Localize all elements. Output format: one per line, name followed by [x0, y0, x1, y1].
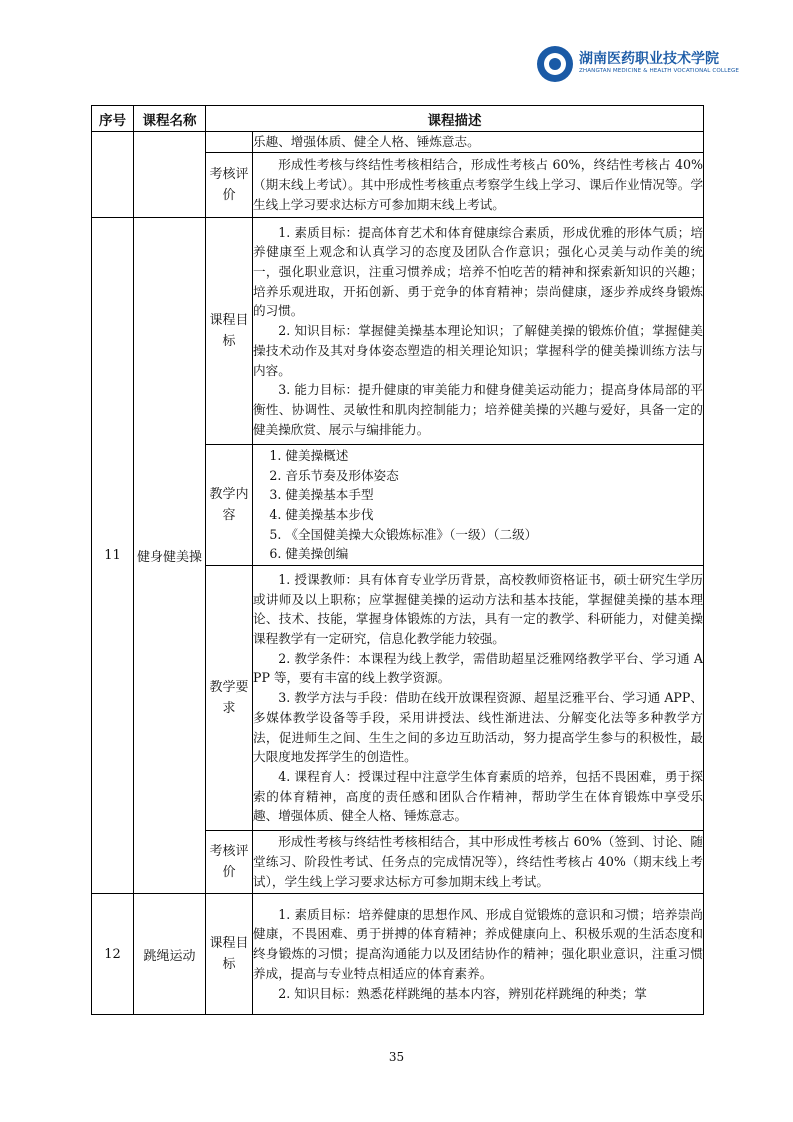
- school-emblem-icon: [537, 46, 573, 82]
- desc-paragraph: 形成性考核与终结性考核相结合，形成性考核占 60%，终结性考核占 40%（期末线上考试）。其中形成性考核重点考察学生线上学习、课后作业情况等。学生线上学习要求达标方可参加期末线上考试。: [253, 157, 703, 212]
- table-row: [92, 894, 704, 1015]
- course-table: [91, 105, 704, 1015]
- desc-paragraph: 2. 教学条件：本课程为线上教学，需借助超星泛雅网络教学平台、学习通 APP 等，要有丰富的线上教学资源。: [253, 650, 703, 686]
- desc-paragraph: 乐趣、增强体质、健全人格、锤炼意志。: [253, 134, 480, 150]
- course-name: 健身健美操: [134, 218, 206, 894]
- school-logo: [537, 44, 740, 84]
- list-item: 5. 《全国健美操大众锻炼标准》（一级）（二级）: [269, 526, 538, 542]
- desc-paragraph: 4. 课程育人：授课过程中注意学生体育素质的培养，包括不畏困难，勇于探索的体育精神，高度的责任感和团队合作精神，帮助学生在体育锻炼中享受乐趣、增强体质、健全人格、锤炼意志。: [253, 768, 703, 824]
- desc-paragraph: 1. 素质目标：培养健康的思想作风、形成自觉锻炼的意识和习惯；培养崇尚健康，不畏困难、勇于拼搏的体育精神；养成健康向上、积极乐观的生活态度和终身锻炼的习惯；提高沟通能力以及团结协作的精神；强化职业意识，注重习惯养成，提高与专业特点相适应的体育素养。: [253, 906, 703, 981]
- list-item: 1. 健美操概述: [269, 447, 349, 463]
- exam-label: 考核评价: [206, 831, 253, 894]
- goal-label: 课程目标: [206, 218, 253, 445]
- list-item: 2. 音乐节奏及形体姿态: [269, 467, 399, 483]
- table-row: [92, 218, 704, 445]
- content-cell: [253, 445, 704, 566]
- prev-cont-cell: [253, 132, 704, 153]
- goal-cell: [253, 894, 704, 1015]
- desc-paragraph: 形成性考核与终结性考核相结合，其中形成性考核占 60%（签到、讨论、随堂练习、阶段性考试、任务点的完成情况等），终结性考核占 40%（期末线上考试），学生线上学习要求达标方可参加期末线上考试。: [253, 834, 703, 889]
- table-header-row: [92, 106, 704, 132]
- course-no: 11: [92, 218, 134, 894]
- desc-paragraph: 1. 素质目标：提高体育艺术和体育健康综合素质，形成优雅的形体气质；培养健康至上观念和认真学习的态度及团队合作意识；强化心灵美与动作美的统一，强化职业意识，注重习惯养成；培养不怕吃苦的精神和探索新知识的兴趣；培养乐观进取，开拓创新、勇于竞争的体育精神；崇尚健康，逐步养成终身锻炼的习惯。: [253, 224, 703, 319]
- course-name: 跳绳运动: [134, 894, 206, 1015]
- header-course-desc: 课程描述: [206, 106, 704, 132]
- list-item: 4. 健美操基本步伐: [269, 507, 374, 522]
- goal-cell: [253, 218, 704, 445]
- prev-exam-cell: [253, 153, 704, 218]
- goal-label: 课程目标: [206, 894, 253, 1015]
- desc-paragraph: 2. 知识目标：熟悉花样跳绳的基本内容，辨别花样跳绳的种类；掌: [278, 985, 647, 1001]
- list-item: 3. 健美操基本手型: [269, 487, 374, 503]
- content-label: 教学内容: [206, 445, 253, 566]
- desc-paragraph: 3. 教学方法与手段：借助在线开放课程资源、超星泛雅平台、学习通 APP、多媒体教学设备等手段，采用讲授法、线性渐进法、分解变化法等多种教学方法，促进师生之间、生生之间的多边互助活动，努力提高学生参与的积极性，最大限度地发挥学生的创造性。: [253, 690, 703, 765]
- desc-paragraph: 3. 能力目标：提升健康的审美能力和健身健美运动能力；提高身体局部的平衡性、协调性、灵敏性和肌肉控制能力；培养健美操的兴趣与爱好，具备一定的健美操欣赏、展示与编排能力。: [253, 382, 703, 437]
- school-name-en: ZHANGTAN MEDICINE & HEALTH VOCATIONAL COLLEGE: [579, 68, 740, 74]
- desc-paragraph: 2. 知识目标：掌握健美操基本理论知识；了解健美操的锻炼价值；掌握健美操技术动作及其对身体姿态塑造的相关理论知识；掌握科学的健美操训练方法与内容。: [253, 323, 703, 378]
- header-course-name: 课程名称: [134, 106, 206, 132]
- school-name: 湖南医药职业技术学院: [579, 51, 719, 67]
- req-cell: [253, 566, 704, 831]
- list-item: 6. 健美操创编: [269, 546, 349, 562]
- header-no: 序号: [92, 106, 134, 132]
- req-label: 教学要求: [206, 566, 253, 831]
- prev-no-cell: [92, 132, 134, 218]
- page-number: 35: [388, 1050, 405, 1064]
- prev-exam-label: 考核评价: [206, 153, 253, 218]
- prev-name-cell: [134, 132, 206, 218]
- prev-cont-label-cell: [206, 132, 253, 153]
- desc-paragraph: 1. 授课教师：具有体育专业学历背景，高校教师资格证书，硕士研究生学历或讲师及以上职称；应掌握健美操的运动方法和基本技能，掌握健美操的基本理论、技术、技能，掌握身体锻炼的方法，具有一定的教学、科研能力，对健美操课程教学有一定研究，信息化教学能力较强。: [253, 571, 703, 647]
- exam-cell: [253, 831, 704, 894]
- table-row: [92, 132, 704, 153]
- course-no: 12: [92, 894, 134, 1015]
